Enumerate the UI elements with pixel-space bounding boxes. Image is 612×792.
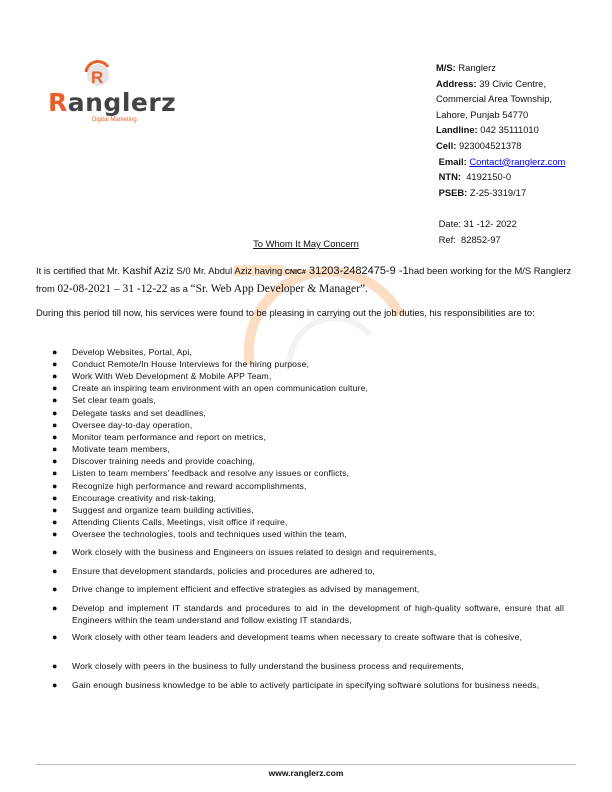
father-name: Aziz	[234, 265, 253, 276]
pseb-value: Z-25-3319/17	[469, 186, 527, 198]
responsibility-text: Develop and implement IT standards and procedures to aid in the development of high-quality software, ensure that all Engineers within the team understand and follow existing IT standards,	[72, 603, 564, 625]
bullet-icon: ●	[52, 566, 58, 576]
employment-period: 02-08-2021 – 31 -12-22	[57, 282, 168, 295]
footer-divider	[36, 764, 576, 765]
address-line-1: 39 Civic Centre,	[479, 77, 546, 89]
responsibility-text: Develop Websites, Portal, Api,	[72, 347, 192, 357]
svg-text:R: R	[91, 68, 104, 87]
bullet-icon: ●	[52, 432, 58, 442]
bullet-icon: ●	[52, 420, 58, 430]
email-link[interactable]: Contact@ranglerz.com	[469, 155, 566, 167]
address-line-3: Lahore, Punjab 54770	[436, 108, 529, 120]
duties-paragraph: During this period till now, his services were found to be pleasing in carrying out the job duties, his responsibilities are to:	[36, 307, 535, 318]
company-name: Ranglerz	[458, 62, 496, 73]
responsibility-text: Set clear team goals,	[72, 395, 156, 405]
email-label: Email:	[438, 155, 467, 167]
company-logo	[44, 58, 177, 128]
responsibility-text: Motivate team members,	[72, 444, 170, 454]
responsibility-text: Attending Clients Calls, Meetings, visit office if require,	[72, 517, 288, 527]
job-title: “Sr. Web App Developer & Manager”.	[190, 282, 368, 295]
pseb-label: PSEB:	[438, 186, 468, 198]
responsibility-text: Work closely with peers in the business to fully understand the business process and requirements,	[72, 661, 464, 671]
text: as a	[167, 282, 191, 294]
ntn-label: NTN:	[438, 171, 461, 183]
responsibility-text: Work With Web Development & Mobile APP Team,	[72, 371, 272, 381]
logo-wordmark: Ranglerz	[48, 88, 177, 117]
bullet-icon: ●	[52, 481, 58, 491]
bullet-icon: ●	[52, 371, 58, 381]
responsibility-text: Create an inspiring team environment with an open communication culture,	[72, 383, 368, 393]
letter-title: To Whom It May Concern	[253, 238, 359, 249]
bullet-icon: ●	[52, 468, 58, 478]
certification-paragraph	[36, 263, 576, 297]
responsibility-text: Conduct Remote/In House Interviews for the hiring purpose,	[72, 359, 310, 369]
responsibility-text: Recognize high performance and reward accomplishments,	[72, 481, 307, 491]
responsibility-text: Monitor team performance and report on metrics,	[72, 432, 266, 442]
bullet-icon: ●	[52, 529, 58, 539]
cnic-value: 31203-2482475-9 -1	[305, 265, 409, 277]
bullet-icon: ●	[52, 347, 58, 357]
responsibility-text: Listen to team members' feedback and resolve any issues or conflicts,	[72, 468, 350, 478]
responsibility-text: Ensure that development standards, policies and procedures are adhered to,	[72, 566, 375, 576]
bullet-icon: ●	[52, 408, 58, 418]
cell-value: 923004521378	[458, 139, 522, 151]
bullet-icon: ●	[52, 493, 58, 503]
responsibility-text: Work closely with the business and Engineers on issues related to design and requirements,	[72, 547, 437, 557]
responsibility-text: Drive change to implement efficient and effective strategies as advised by management,	[72, 584, 420, 594]
cnic-label: CNIC#	[284, 269, 306, 276]
bullet-icon: ●	[52, 383, 58, 393]
logo-tagline: Digital Marketing	[92, 117, 137, 123]
address-line-2: Commercial Area Township,	[436, 93, 553, 105]
bullet-icon: ●	[52, 661, 58, 671]
bullet-icon: ●	[52, 632, 58, 642]
landline-value: 042 35111010	[480, 124, 539, 136]
date-value: 31 -12- 2022	[463, 217, 517, 229]
responsibility-text: Delegate tasks and set deadlines,	[72, 408, 206, 418]
responsibility-text: Work closely with other team leaders and development teams when necessary to create software that is cohesive,	[72, 632, 523, 642]
responsibility-text: Suggest and organize team building activities,	[72, 505, 254, 515]
bullet-icon: ●	[52, 456, 58, 466]
logo-swirl-icon	[82, 58, 112, 90]
bullet-icon: ●	[52, 547, 58, 557]
employee-name: Kashif Aziz	[122, 265, 174, 277]
bullet-icon: ●	[52, 444, 58, 454]
landline-label: Landline:	[436, 124, 478, 136]
responsibility-text: Gain enough business knowledge to be able to actively participate in specifying software solutions for business needs,	[72, 680, 540, 690]
bullet-icon: ●	[52, 584, 58, 594]
responsibility-text: Encourage creativity and risk-taking,	[72, 493, 217, 503]
ntn-value: 4192150-0	[466, 171, 512, 183]
ms-label: M/S:	[436, 62, 456, 73]
bullet-icon: ●	[52, 680, 58, 690]
ref-label: Ref:	[438, 233, 456, 245]
footer-website: www.ranglerz.com	[268, 768, 344, 778]
responsibility-text: Oversee the technologies, tools and techniques used within the team,	[72, 529, 347, 539]
bullet-icon: ●	[52, 395, 58, 405]
responsibility-text: Oversee day-to-day operation,	[72, 420, 193, 430]
cell-label: Cell:	[436, 139, 457, 151]
company-address-block	[436, 60, 565, 247]
text: having	[252, 265, 285, 276]
address-label: Address:	[436, 77, 477, 89]
text: had been working for the M/S Ranglerz from	[36, 265, 572, 294]
bullet-icon: ●	[52, 359, 58, 369]
text: It is certified that Mr.	[36, 265, 123, 276]
ref-value: 82852-97	[461, 233, 501, 245]
bullet-icon: ●	[52, 603, 58, 613]
responsibility-text: Discover training needs and provide coaching,	[72, 456, 256, 466]
bullet-icon: ●	[52, 505, 58, 515]
text: S/0 Mr. Abdul	[173, 265, 235, 276]
date-label: Date:	[438, 217, 462, 229]
bullet-icon: ●	[52, 517, 58, 527]
